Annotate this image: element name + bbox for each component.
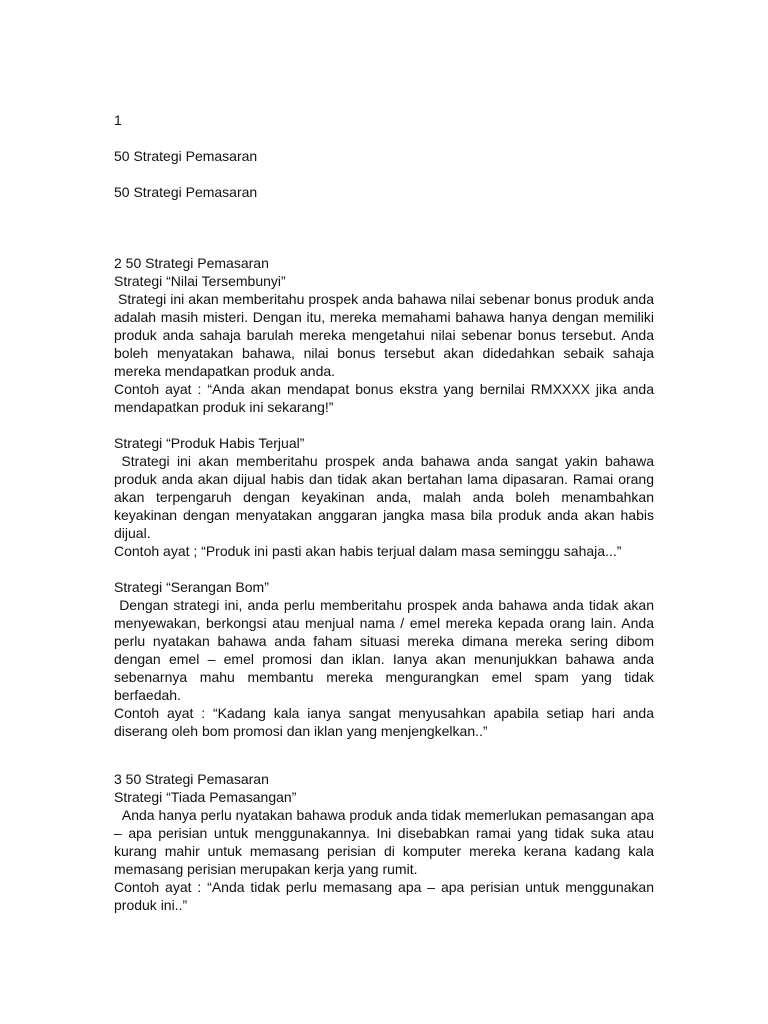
strategy-example-tiada-pemasangan: Contoh ayat : “Anda tidak perlu memasang apa – apa perisian untuk menggunakan produk ini..”	[114, 879, 654, 913]
paragraph-gap	[114, 560, 654, 578]
strategy-body-produk-habis-terjual: Strategi ini akan memberitahu prospek anda bahawa anda sangat yakin bahawa produk anda akan dijual habis dan tidak akan bertahan lama dipasaran. Ramai orang akan terpengaruh dengan keyakinan anda, malah anda boleh menambahkan keyakinan dengan menyatakan anggaran jangka masa bila produk anda akan habis dijual.	[114, 453, 658, 541]
page-number: 1	[114, 112, 122, 128]
strategy-body-serangan-bom: Dengan strategi ini, anda perlu memberitahu prospek anda bahawa anda tidak akan menyewakan, berkongsi atau menjual nama / emel mereka kepada orang lain. Anda perlu nyatakan bahawa anda faham situasi mereka dimana mereka sering dibom dengan emel – emel promosi dan iklan. Ianya akan menunjukkan bahawa anda sebenarnya mahu membantu mereka mengurangkan emel spam yang tidak berfaedah.	[114, 597, 658, 703]
document-title: 50 Strategi Pemasaran	[114, 148, 258, 164]
section-header: 3 50 Strategi Pemasaran	[114, 771, 269, 787]
strategy-body-nilai-tersembunyi: Strategi ini akan memberitahu prospek anda bahawa nilai sebenar bonus produk anda adalah masih misteri. Dengan itu, mereka memahami bahawa hanya dengan memiliki produk anda sahaja barulah mereka mengetahui nilai sebenar bonus tersebut. Anda boleh menyatakan bahawa, nilai bonus tersebut akan didedahkan sebaik sahaja mereka mendapatkan produk anda.	[114, 291, 658, 379]
strategy-title-nilai-tersembunyi: Strategi “Nilai Tersembunyi”	[114, 273, 286, 289]
strategy-example-produk-habis-terjual: Contoh ayat ; “Produk ini pasti akan habis terjual dalam masa seminggu sahaja...”	[114, 543, 622, 559]
section-header: 2 50 Strategi Pemasaran	[114, 255, 269, 271]
paragraph-gap	[114, 416, 654, 434]
section-2	[114, 254, 658, 740]
section-3	[114, 770, 658, 914]
document-subtitle: 50 Strategi Pemasaran	[114, 184, 258, 200]
strategy-example-serangan-bom: Contoh ayat : “Kadang kala ianya sangat menyusahkan apabila setiap hari anda diserang oleh bom promosi dan iklan yang menjengkelkan..”	[114, 705, 654, 739]
strategy-example-nilai-tersembunyi: Contoh ayat : “Anda akan mendapat bonus ekstra yang bernilai RMXXXX jika anda mendapatkan produk ini sekarang!”	[114, 381, 654, 415]
strategy-body-tiada-pemasangan: Anda hanya perlu nyatakan bahawa produk anda tidak memerlukan pemasangan apa – apa perisian untuk menggunakannya. Ini disebabkan ramai yang tidak suka atau kurang mahir untuk memasang perisian di komputer mereka kerana kadang kala memasang perisian merupakan kerja yang rumit.	[114, 807, 658, 877]
strategy-title-produk-habis-terjual: Strategi “Produk Habis Terjual”	[114, 435, 305, 451]
strategy-title-tiada-pemasangan: Strategi “Tiada Pemasangan”	[114, 789, 297, 805]
strategy-title-serangan-bom: Strategi “Serangan Bom”	[114, 579, 269, 595]
